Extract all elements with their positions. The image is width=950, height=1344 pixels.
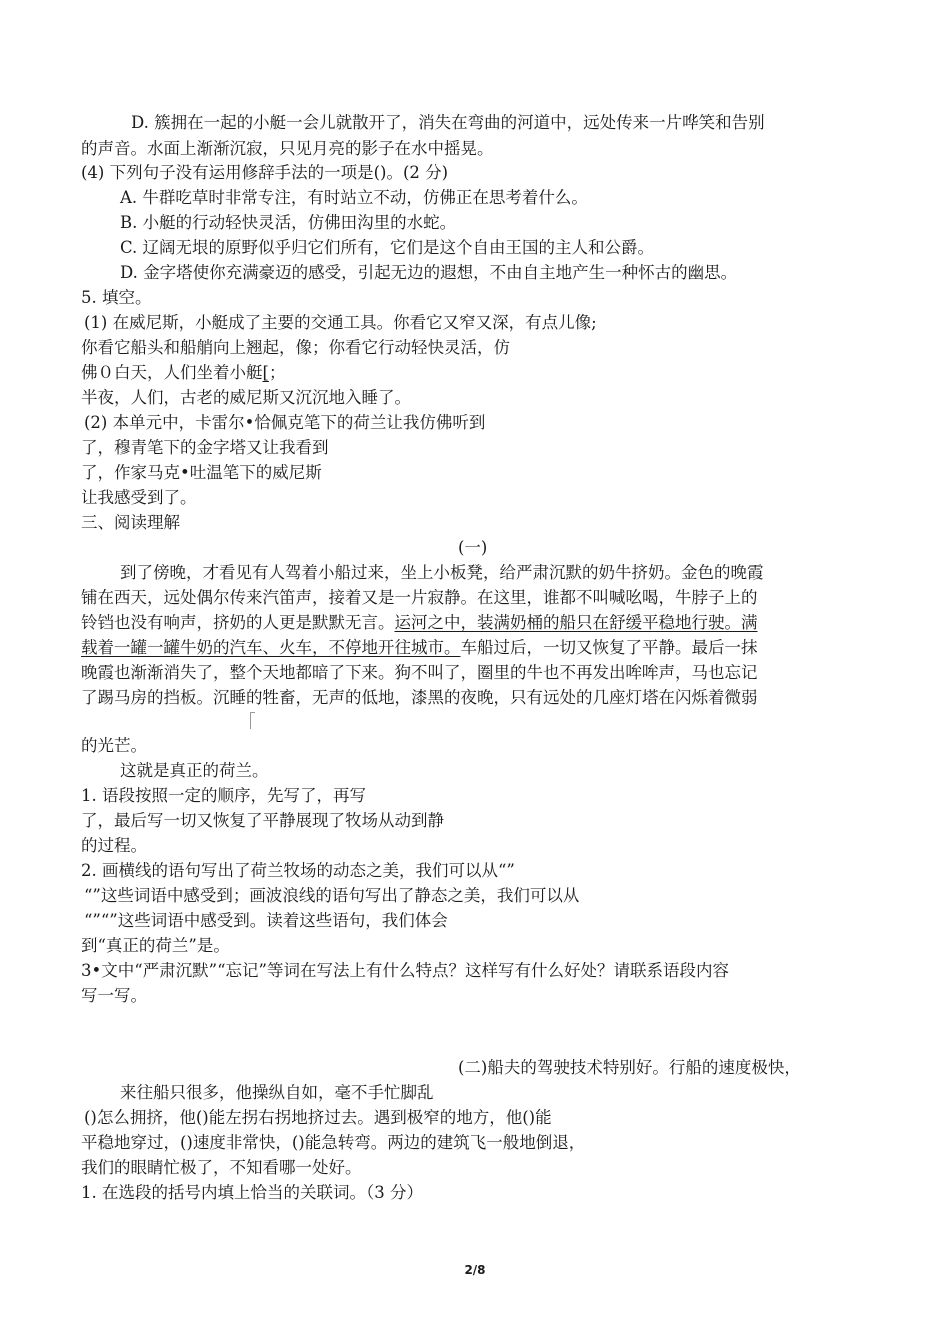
reading-q2-line4: 到“真正的荷兰”是。 (81, 936, 230, 955)
q4-option-d-line1: D. 簇拥在一起的小艇一会儿就散开了，消失在弯曲的河道中，远处传来一片哗笑和告别 (131, 113, 765, 132)
q5-2-line4: 让我感受到了。 (81, 488, 197, 507)
reading-q1-line2: 了，最后写一切又恢复了平静展现了牧场从动到静 (81, 811, 444, 830)
passage1-line8: 这就是真正的荷兰。 (120, 761, 269, 780)
q5-2-line1: (2) 本单元中，卡雷尔•恰佩克笔下的荷兰让我仿佛听到 (84, 413, 486, 432)
q5-1-line3 (81, 362, 285, 384)
passage2-line5: 我们的眼睛忙极了，不知看哪一处好。 (81, 1158, 362, 1177)
q4-option-d-line2: 的声音。水面上渐渐沉寂，只见月亮的影子在水中摇晃。 (81, 139, 494, 158)
passage1-underlined-2: 载着一罐一罐牛奶的汽车、火车，不停地开往城市。 (81, 638, 461, 657)
reading-q2-line3: “”“”这些词语中感受到。读着这些语句，我们体会 (84, 911, 448, 930)
q5-1-line4: 半夜，人们，古老的威尼斯又沉沉地入睡了。 (81, 388, 411, 407)
passage2-line2: 来往船只很多，他操纵自如，毫不手忙脚乱 (120, 1083, 434, 1102)
q5-1-line3-mark: [ (262, 363, 269, 382)
passage1-line6: 了踢马房的挡板。沉睡的牲畜，无声的低地，漆黑的夜晚，只有远处的几座灯塔在闪烁着微弱 (81, 688, 758, 707)
section2-q1: 1. 在选段的括号内填上恰当的关联词。（3 分） (81, 1183, 423, 1202)
reading-q2-line2: “”这些词语中感受到；画波浪线的语句写出了静态之美，我们可以从 (84, 886, 580, 905)
q4-option-b: B. 小艇的行动轻快灵活，仿佛田沟里的水蛇。 (120, 213, 457, 232)
q4-option-a: A. 牛群吃草时非常专注，有时站立不动，仿佛正在思考着什么。 (120, 188, 588, 207)
q5-1-line2: 你看它船头和船艄向上翘起，像；你看它行动轻快灵活，仿 (81, 338, 510, 357)
passage2-line1: (二)船夫的驾驶技术特别好。行船的速度极快， (458, 1058, 801, 1077)
reading-q1-line1: 1. 语段按照一定的顺序，先写了，再写 (81, 786, 366, 805)
q5-1-line1: (1) 在威尼斯，小艇成了主要的交通工具。你看它又窄又深，有点儿像; (84, 313, 597, 332)
reading-q2-line1: 2. 画横线的语句写出了荷兰牧场的动态之美，我们可以从“” (81, 861, 515, 880)
passage1-underlined-1: 运河之中，装满奶桶的船只在舒缓平稳地行驶。满 (394, 613, 758, 632)
q5-2-line3: 了，作家马克•吐温笔下的威尼斯 (81, 463, 322, 482)
wavy-line-mark (250, 712, 255, 729)
q5-title: 5. 填空。 (81, 288, 152, 307)
reading-q3-line2: 写一写。 (81, 986, 147, 1005)
reading-q1-line3: 的过程。 (81, 836, 147, 855)
passage2-line3: ()怎么拥挤，他()能左拐右拐地挤过去。遇到极窄的地方，他()能 (84, 1108, 552, 1127)
passage1-line5: 晚霞也渐渐消失了，整个天地都暗了下来。狗不叫了，圈里的牛也不再发出哞哞声，马也忘记 (81, 663, 758, 682)
passage1-line4-text: 车船过后，一切又恢复了平静。最后一抹 (460, 638, 758, 657)
passage1-line3 (81, 612, 758, 634)
page-number: 2/8 (464, 1263, 486, 1277)
passage1-line3-text: 铃铛也没有响声，挤奶的人更是默默无言。 (81, 613, 395, 632)
section3-title: 三、阅读理解 (81, 513, 180, 532)
q4-option-d: D. 金字塔使你充满豪迈的感受，引起无边的遐想，不由自主地产生一种怀古的幽思。 (120, 263, 738, 282)
passage1-line1: 到了傍晚，才看见有人驾着小船过来，坐上小板凳，给严肃沉默的奶牛挤奶。金色的晚霞 (120, 563, 764, 582)
q4-title: (4) 下列句子没有运用修辞手法的一项是()。(2 分) (81, 163, 449, 182)
part1-label: (一) (458, 538, 488, 557)
passage1-line4 (81, 637, 758, 659)
q5-1-line3-end: ； (268, 363, 286, 382)
reading-q3-line1: 3•文中“严肃沉默”“忘记”等词在写法上有什么特点？这样写有什么好处？请联系语段内容 (81, 961, 729, 980)
passage2-line4: 平稳地穿过，()速度非常快，()能急转弯。两边的建筑飞一般地倒退， (81, 1133, 586, 1152)
q4-option-c: C. 辽阔无垠的原野似乎归它们所有，它们是这个自由王国的主人和公爵。 (120, 238, 655, 257)
q5-2-line2: 了，穆青笔下的金字塔又让我看到 (81, 438, 329, 457)
passage1-line2: 铺在西天，远处偶尔传来汽笛声，接着又是一片寂静。在这里，谁都不叫喊吆喝，牛脖子上的 (81, 588, 758, 607)
q5-1-line3-text: 佛０白天，人们坐着小艇 (81, 363, 263, 382)
passage1-line7: 的光芒。 (81, 736, 147, 755)
